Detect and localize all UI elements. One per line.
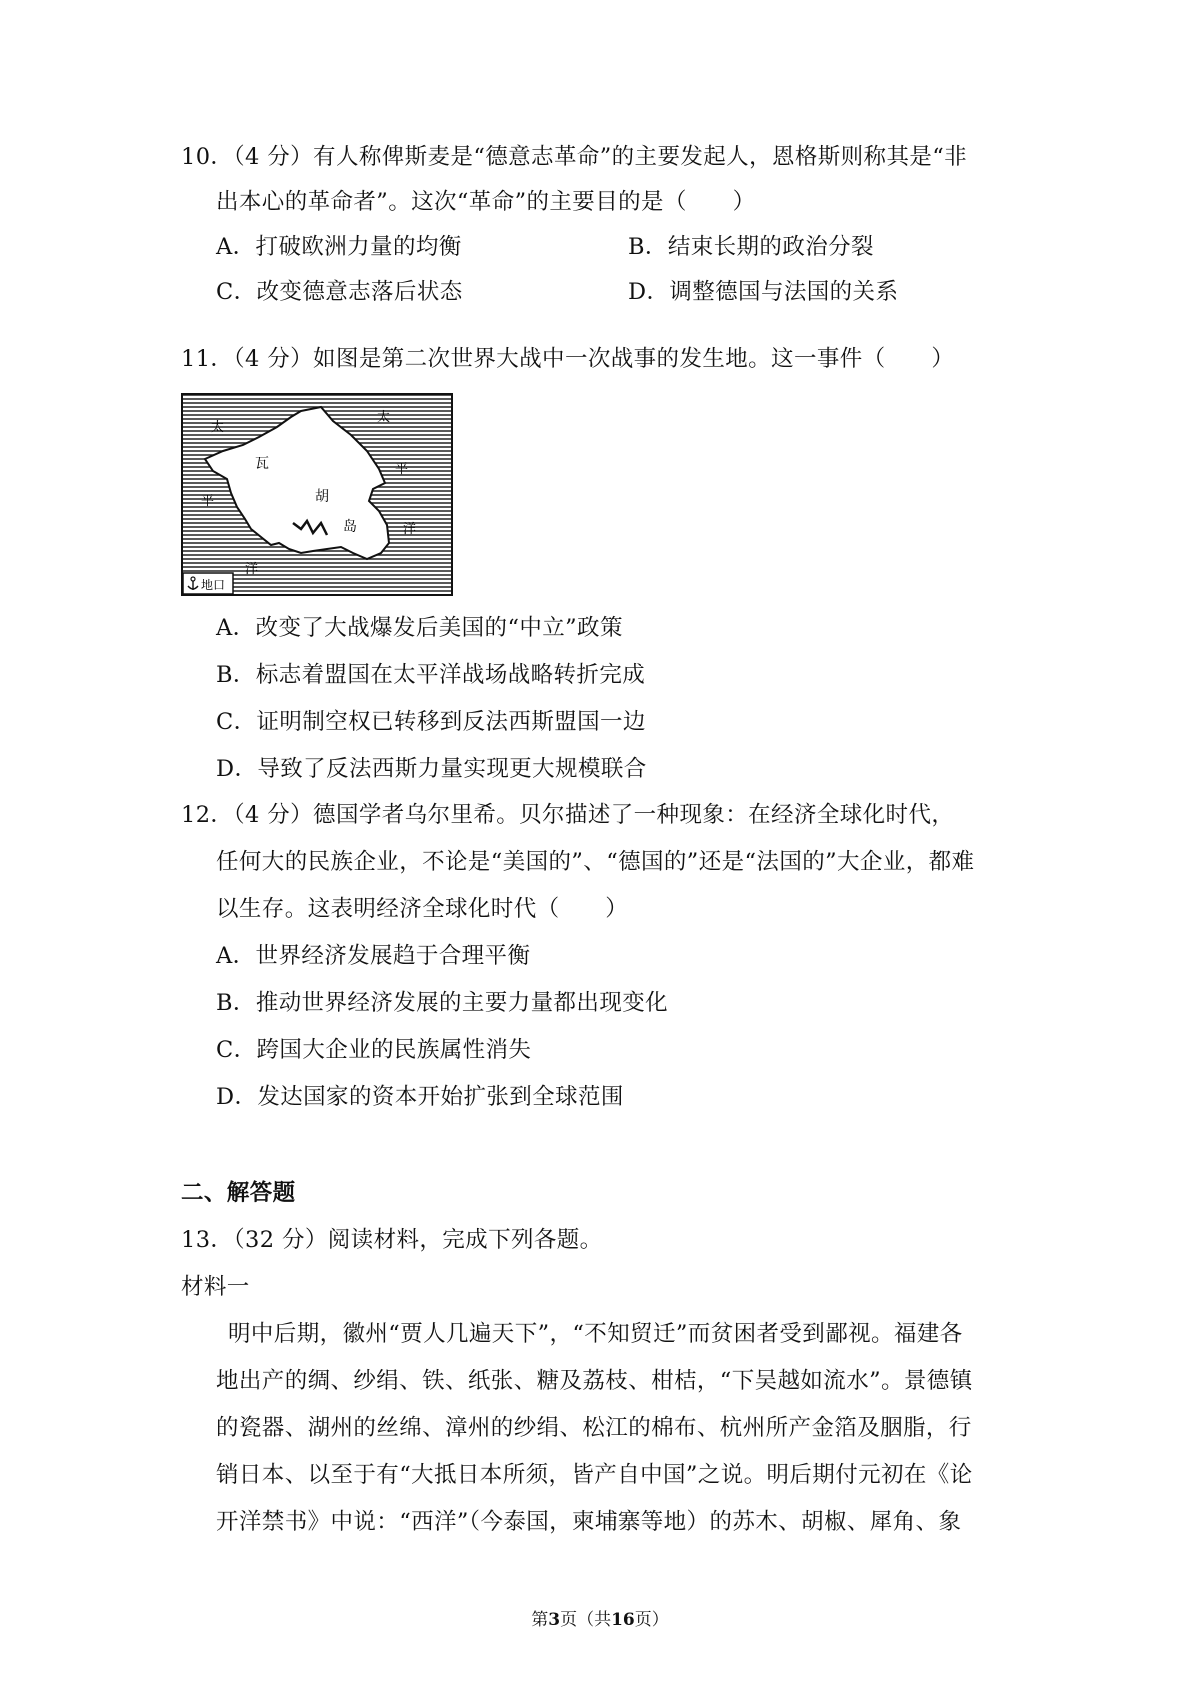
map-label-wa: 瓦 bbox=[255, 456, 269, 472]
footer-total-pages: 16 bbox=[611, 1610, 635, 1630]
material-line-5: 开洋禁书》中说：“西洋”（今泰国，柬埔寨等地）的苏木、胡椒、犀角、象 bbox=[216, 1509, 962, 1535]
q10-stem-line2: 出本心的革命者”。这次“革命”的主要目的是（ ） bbox=[216, 189, 756, 215]
map-label-tai-right: 太 bbox=[377, 410, 391, 425]
q11-option-a: A．改变了大战爆发后美国的“中立”政策 bbox=[216, 615, 623, 641]
q11-option-b: B．标志着盟国在太平洋战场战略转折完成 bbox=[216, 662, 646, 688]
map-label-hu: 胡 bbox=[315, 489, 329, 505]
material-line-1: 明中后期，徽州“贾人几遍天下”，“不知贸迁”而贫困者受到鄙视。福建各 bbox=[228, 1321, 963, 1347]
map-label-yang-right: 洋 bbox=[403, 522, 417, 537]
material-line-3: 的瓷器、湖州的丝绵、漳州的纱绢、松江的棉布、杭州所产金箔及胭脂，行 bbox=[216, 1415, 972, 1441]
map-label-yang-left: 洋 bbox=[245, 562, 259, 577]
q12-option-a: A．世界经济发展趋于合理平衡 bbox=[216, 943, 531, 969]
footer-middle: 页（共 bbox=[560, 1610, 612, 1630]
q13-stem: 13．（32 分）阅读材料，完成下列各题。 bbox=[181, 1227, 603, 1253]
page-footer bbox=[0, 1608, 1200, 1632]
q12-option-b: B．推动世界经济发展的主要力量都出现变化 bbox=[216, 990, 669, 1016]
map-legend-label: 地口 bbox=[201, 578, 226, 592]
q10-option-a: A．打破欧洲力量的均衡 bbox=[216, 234, 462, 260]
material-line-4: 销日本、以至于有“大抵日本所须，皆产自中国”之说。明后期付元初在《论 bbox=[216, 1462, 973, 1488]
map-label-dao: 岛 bbox=[343, 519, 357, 535]
footer-page-number: 3 bbox=[548, 1610, 561, 1630]
q10-option-d: D．调整德国与法国的关系 bbox=[628, 279, 899, 305]
map-label-ping-left: 平 bbox=[201, 494, 215, 509]
q10-stem-line1: 10．（4 分）有人称俾斯麦是“德意志革命”的主要发起人，恩格斯则称其是“非 bbox=[181, 144, 968, 170]
section-heading: 二、解答题 bbox=[181, 1180, 296, 1206]
material-line-2: 地出产的绸、纱绢、铁、纸张、糖及荔枝、柑桔，“下吴越如流水”。景德镇 bbox=[216, 1368, 973, 1394]
q10-option-b: B．结束长期的政治分裂 bbox=[628, 234, 874, 260]
material-label: 材料一 bbox=[181, 1274, 250, 1300]
q12-stem-line2: 任何大的民族企业，不论是“美国的”、“德国的”还是“法国的”大企业，都难 bbox=[216, 849, 975, 875]
map-label-ping-right: 平 bbox=[395, 462, 409, 477]
q11-option-d: D．导致了反法西斯力量实现更大规模联合 bbox=[216, 756, 647, 782]
q12-option-d: D．发达国家的资本开始扩张到全球范围 bbox=[216, 1084, 624, 1110]
q10-option-c: C．改变德意志落后状态 bbox=[216, 279, 463, 305]
map-label-tai-left: 太 bbox=[211, 420, 225, 435]
q12-stem-line1: 12．（4 分）德国学者乌尔里希。贝尔描述了一种现象：在经济全球化时代， bbox=[181, 802, 955, 828]
q11-option-c: C．证明制空权已转移到反法西斯盟国一边 bbox=[216, 709, 646, 735]
q11-stem: 11．（4 分）如图是第二次世界大战中一次战事的发生地。这一事件（ ） bbox=[181, 346, 955, 372]
q12-stem-line3: 以生存。这表明经济全球化时代（ ） bbox=[216, 896, 629, 922]
oahu-island-map bbox=[181, 393, 453, 596]
q12-option-c: C．跨国大企业的民族属性消失 bbox=[216, 1037, 532, 1063]
footer-prefix: 第 bbox=[531, 1610, 549, 1630]
footer-suffix: 页） bbox=[634, 1610, 669, 1630]
